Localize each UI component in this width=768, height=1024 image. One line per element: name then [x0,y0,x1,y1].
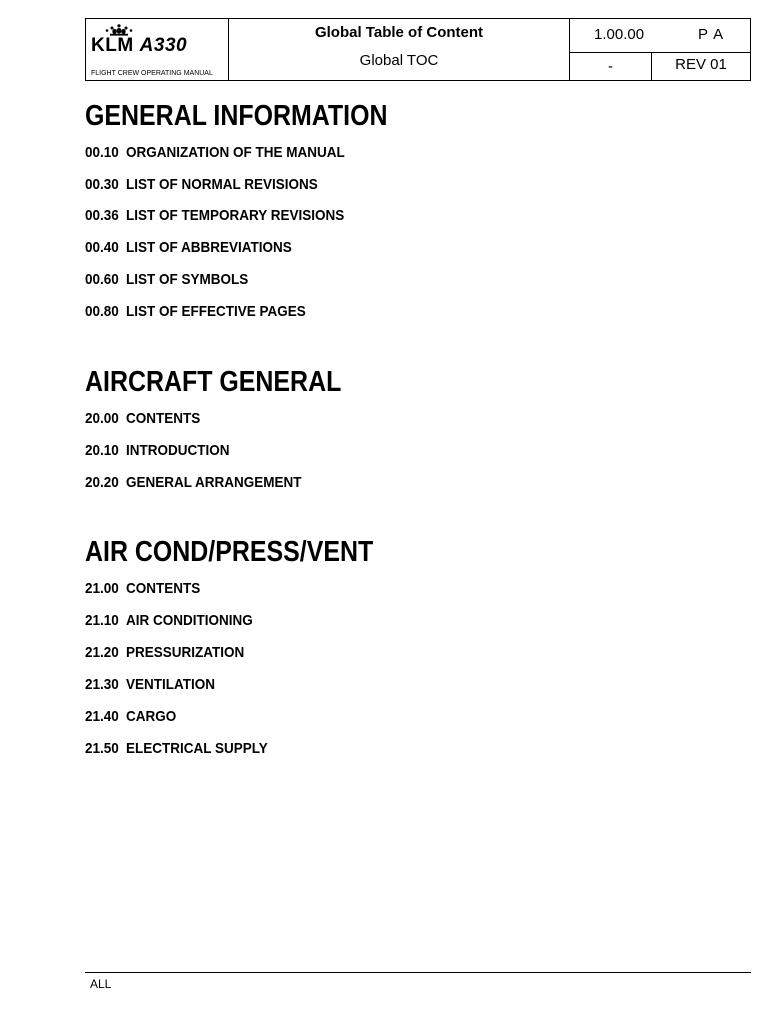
reference-row-bottom [570,53,750,80]
manual-name: FLIGHT CREW OPERATING MANUAL [91,70,213,77]
toc-label: CONTENTS [125,580,201,597]
toc-link[interactable] [85,708,176,725]
toc-link[interactable] [85,740,268,757]
toc-label: AIR CONDITIONING [125,612,253,629]
toc-number: 00.36 [85,207,119,224]
toc-link[interactable] [85,271,248,288]
toc-link[interactable] [85,442,229,459]
toc-number: 20.10 [85,442,119,459]
toc-label: INTRODUCTION [125,442,230,459]
toc-link[interactable] [85,176,318,193]
toc-label: LIST OF SYMBOLS [125,271,249,288]
toc-number: 20.00 [85,410,119,427]
toc-number: 00.10 [85,144,119,161]
document-title: Global Table of Content [314,24,484,41]
toc-label: ORGANIZATION OF THE MANUAL [125,144,345,161]
document-subtitle: Global TOC [359,52,439,69]
logo-cell [86,19,229,80]
toc-link[interactable] [85,644,244,661]
toc-number: 21.20 [85,644,119,661]
toc-number: 00.80 [85,303,119,320]
toc-link[interactable] [85,303,306,320]
toc-number: 21.10 [85,612,119,629]
toc-link[interactable] [85,239,292,256]
reference-cell [570,19,750,80]
revision-label: REV 01 [675,56,727,73]
toc-label: GENERAL ARRANGEMENT [125,474,302,491]
reference-row-top [570,19,750,53]
section-title: GENERAL INFORMATION [85,100,388,132]
section-title: AIR COND/PRESS/VENT [85,536,374,568]
toc-number: 20.20 [85,474,119,491]
sequence-field: - [570,53,652,80]
logo-brand: KLM [91,35,134,56]
toc-link[interactable] [85,207,344,224]
toc-label: LIST OF ABBREVIATIONS [125,239,292,256]
toc-link[interactable] [85,144,345,161]
toc-number: 00.40 [85,239,119,256]
toc-link[interactable] [85,676,215,693]
reference-code: 1.00.00 [594,26,645,43]
footer-effectivity: ALL [90,977,112,991]
toc-label: CONTENTS [125,410,201,427]
toc-link[interactable] [85,410,200,427]
toc-number: 21.00 [85,580,119,597]
toc-link[interactable] [85,474,302,491]
document-header [85,18,751,81]
toc-label: VENTILATION [125,676,215,693]
toc-label: PRESSURIZATION [125,644,245,661]
section-title: AIRCRAFT GENERAL [85,366,342,398]
toc-link[interactable] [85,612,253,629]
toc-label: ELECTRICAL SUPPLY [125,740,268,757]
toc-link[interactable] [85,580,200,597]
logo-model: A330 [139,35,188,56]
toc-label: LIST OF TEMPORARY REVISIONS [125,207,345,224]
footer-divider [85,972,751,973]
toc-number: 21.50 [85,740,119,757]
toc-number: 00.60 [85,271,119,288]
page-id: P A [698,26,725,43]
logo-wordmark [91,35,187,57]
toc-number: 21.40 [85,708,119,725]
toc-number: 00.30 [85,176,119,193]
toc-label: CARGO [125,708,177,725]
toc-label: LIST OF EFFECTIVE PAGES [125,303,306,320]
toc-label: LIST OF NORMAL REVISIONS [125,176,318,193]
toc-number: 21.30 [85,676,119,693]
title-cell [229,19,570,80]
